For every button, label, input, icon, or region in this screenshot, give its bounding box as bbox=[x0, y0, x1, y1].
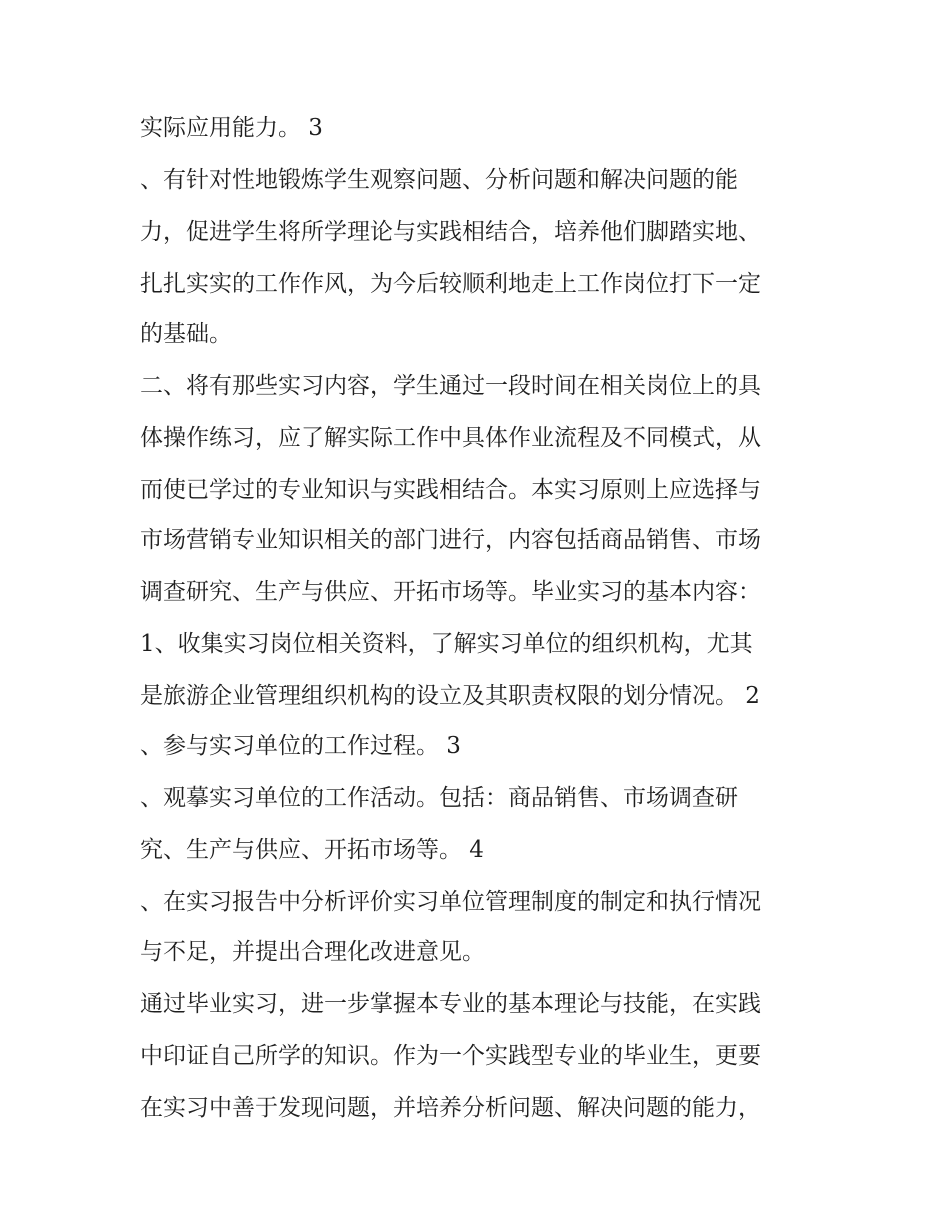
text-line: 力，促进学生将所学理论与实践相结合，培养他们脚踏实地、 bbox=[140, 219, 761, 245]
text-line: 在实习中善于发现问题，并培养分析问题、解决问题的能力， bbox=[140, 1095, 761, 1121]
text-line: 中印证自己所学的知识。作为一个实践型专业的毕业生，更要 bbox=[140, 1043, 761, 1069]
text-line: 扎扎实实的工作作风，为今后较顺利地走上工作岗位打下一定 bbox=[140, 271, 761, 297]
text-line: 的基础。 bbox=[140, 321, 232, 347]
text-line: 体操作练习，应了解实际工作中具体作业流程及不同模式，从 bbox=[140, 425, 761, 451]
text-line: 调查研究、生产与供应、开拓市场等。毕业实习的基本内容： bbox=[140, 579, 761, 605]
text-line: 而使已学过的专业知识与实践相结合。本实习原则上应选择与 bbox=[140, 477, 761, 503]
text-line: 究、生产与供应、开拓市场等。 4 bbox=[140, 837, 484, 863]
text-line: 二、将有那些实习内容，学生通过一段时间在相关岗位上的具 bbox=[140, 373, 761, 399]
text-line: 市场营销专业知识相关的部门进行，内容包括商品销售、市场 bbox=[140, 527, 761, 553]
text-line: 通过毕业实习，进一步掌握本专业的基本理论与技能，在实践 bbox=[140, 991, 761, 1017]
text-line: 1、收集实习岗位相关资料，了解实习单位的组织机构，尤其 bbox=[140, 631, 753, 657]
text-line: 、在实习报告中分析评价实习单位管理制度的制定和执行情况 bbox=[140, 889, 761, 915]
text-line: 实际应用能力。 3 bbox=[140, 115, 323, 141]
text-line: 是旅游企业管理组织机构的设立及其职责权限的划分情况。 2 bbox=[140, 683, 760, 709]
text-line: 、观摹实习单位的工作活动。包括：商品销售、市场调查研 bbox=[140, 785, 738, 811]
text-line: 、有针对性地锻炼学生观察问题、分析问题和解决问题的能 bbox=[140, 167, 738, 193]
text-line: 、参与实习单位的工作过程。 3 bbox=[140, 733, 461, 759]
text-line: 与不足，并提出合理化改进意见。 bbox=[140, 939, 485, 965]
